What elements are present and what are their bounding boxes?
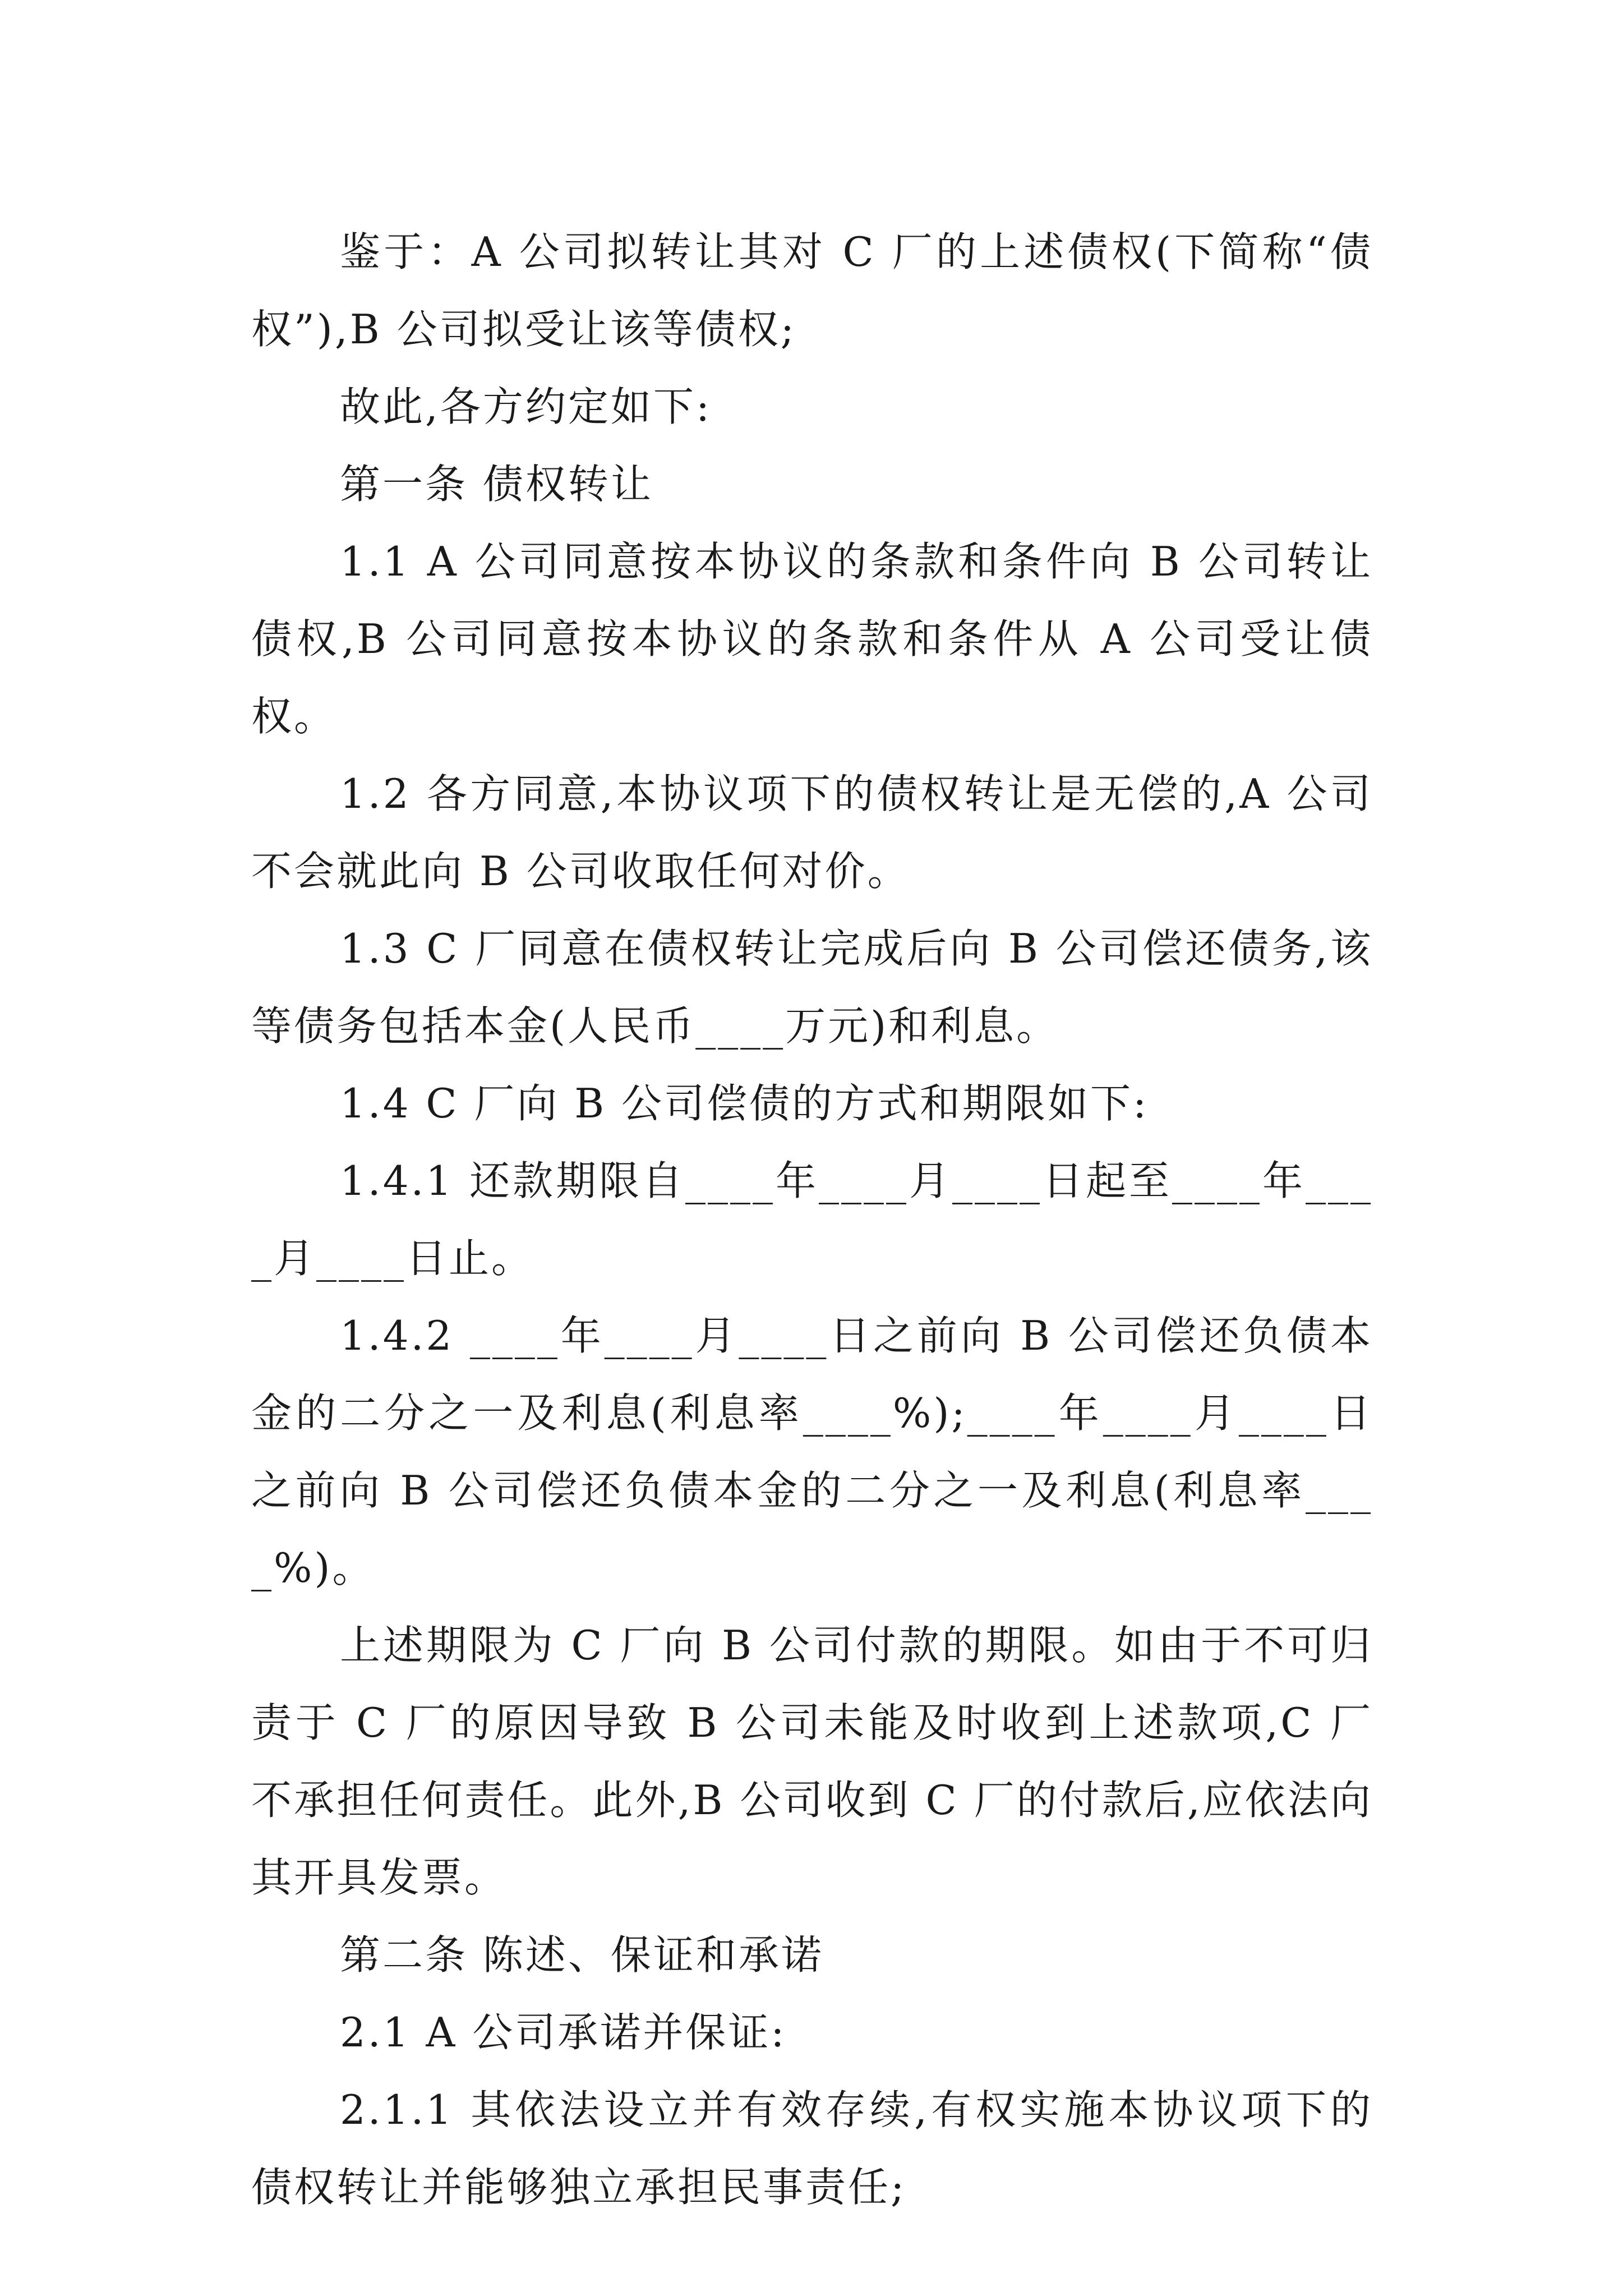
paragraph-agreement-intro: 故此,各方约定如下: [340,383,712,430]
document-body [251,213,1373,2226]
clause-1-1: 1.1 A 公司同意按本协议的条款和条件向 B 公司转让债权,B 公司同意按本协议的条款和条件从 A 公司受让债权。 [251,538,1373,740]
clause-2-1: 2.1 A 公司承诺并保证: [340,2009,787,2056]
article-2-heading: 第二条 陈述、保证和承诺 [340,1931,824,1978]
clause-2-1-1: 2.1.1 其依法设立并有效存续,有权实施本协议项下的债权转让并能够独立承担民事责任; [251,2086,1373,2211]
clause-1-4-1: 1.4.1 还款期限自____年____月____日起至____年____月____日止。 [251,1157,1373,1282]
clause-1-2: 1.2 各方同意,本协议项下的债权转让是无偿的,A 公司不会就此向 B 公司收取任何对价。 [251,770,1373,895]
paragraph-payment-terms: 上述期限为 C 厂向 B 公司付款的期限。如由于不可归责于 C 厂的原因导致 B 公司未能及时收到上述款项,C 厂不承担任何责任。此外,B 公司收到 C 厂的付款后,应依法向其开具发票。 [251,1622,1373,1901]
clause-1-4: 1.4 C 厂向 B 公司偿债的方式和期限如下: [340,1080,1149,1127]
article-1-heading: 第一条 债权转让 [340,461,653,508]
paragraph-recital: 鉴于：A 公司拟转让其对 C 厂的上述债权(下简称“债权”),B 公司拟受让该等债权; [251,228,1373,353]
clause-1-3: 1.3 C 厂同意在债权转让完成后向 B 公司偿还债务,该等债务包括本金(人民币____万元)和利息。 [251,925,1373,1050]
clause-1-4-2: 1.4.2 ____年____月____日之前向 B 公司偿还负债本金的二分之一及利息(利息率____%);____年____月____日之前向 B 公司偿还负债本金的二分之一及利息(利息率____%)。 [251,1312,1373,1591]
